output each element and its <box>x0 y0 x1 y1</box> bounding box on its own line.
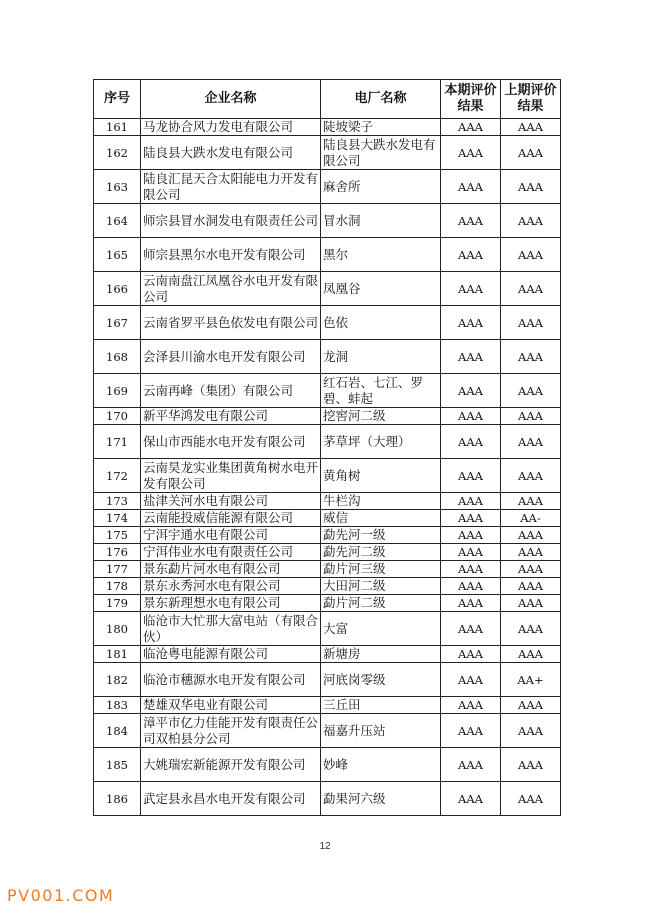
cell-no: 186 <box>94 782 141 816</box>
table-row <box>94 612 561 646</box>
cell-plant: 龙洞 <box>321 340 441 374</box>
cell-previous-result: AAA <box>501 646 561 663</box>
cell-plant: 勐先河一级 <box>321 527 441 544</box>
cell-plant: 大富 <box>321 612 441 646</box>
cell-previous-result: AAA <box>501 544 561 561</box>
cell-previous-result: AAA <box>501 527 561 544</box>
cell-plant: 大田河二级 <box>321 578 441 595</box>
cell-previous-result: AAA <box>501 238 561 272</box>
cell-previous-result: AAA <box>501 782 561 816</box>
cell-no: 179 <box>94 595 141 612</box>
cell-plant: 河底岗零级 <box>321 663 441 697</box>
cell-previous-result: AAA <box>501 748 561 782</box>
table-row <box>94 425 561 459</box>
cell-current-result: AAA <box>441 595 501 612</box>
cell-previous-result: AA+ <box>501 663 561 697</box>
cell-no: 174 <box>94 510 141 527</box>
cell-plant: 冒水洞 <box>321 204 441 238</box>
header-no: 序号 <box>94 80 141 119</box>
cell-previous-result: AAA <box>501 578 561 595</box>
cell-previous-result: AA- <box>501 510 561 527</box>
cell-previous-result: AAA <box>501 136 561 170</box>
table-row <box>94 663 561 697</box>
table-row <box>94 340 561 374</box>
header-current-result: 本期评价结果 <box>441 80 501 119</box>
cell-no: 165 <box>94 238 141 272</box>
cell-current-result: AAA <box>441 544 501 561</box>
cell-no: 163 <box>94 170 141 204</box>
table-row <box>94 408 561 425</box>
cell-current-result: AAA <box>441 272 501 306</box>
cell-enterprise: 大姚瑞宏新能源开发有限公司 <box>141 748 321 782</box>
cell-previous-result: AAA <box>501 272 561 306</box>
cell-no: 178 <box>94 578 141 595</box>
cell-enterprise: 会泽县川渝水电开发有限公司 <box>141 340 321 374</box>
cell-no: 185 <box>94 748 141 782</box>
cell-enterprise: 云南省罗平县色依发电有限公司 <box>141 306 321 340</box>
cell-previous-result: AAA <box>501 425 561 459</box>
table-row <box>94 136 561 170</box>
cell-plant: 陆良县大跌水发电有限公司 <box>321 136 441 170</box>
cell-enterprise: 宁洱宇通水电有限公司 <box>141 527 321 544</box>
cell-enterprise: 保山市西能水电开发有限公司 <box>141 425 321 459</box>
cell-no: 169 <box>94 374 141 408</box>
table-row <box>94 238 561 272</box>
cell-no: 177 <box>94 561 141 578</box>
cell-no: 164 <box>94 204 141 238</box>
rating-table <box>93 79 561 816</box>
page-number: 12 <box>319 841 331 852</box>
cell-no: 181 <box>94 646 141 663</box>
table-row <box>94 697 561 714</box>
table-row <box>94 119 561 136</box>
cell-no: 170 <box>94 408 141 425</box>
cell-no: 173 <box>94 493 141 510</box>
cell-current-result: AAA <box>441 425 501 459</box>
cell-plant: 勐果河六级 <box>321 782 441 816</box>
cell-enterprise: 马龙协合风力发电有限公司 <box>141 119 321 136</box>
table-row <box>94 306 561 340</box>
cell-current-result: AAA <box>441 374 501 408</box>
cell-enterprise: 盐津关河水电有限公司 <box>141 493 321 510</box>
cell-plant: 麻舍所 <box>321 170 441 204</box>
cell-plant: 陡坡梁子 <box>321 119 441 136</box>
cell-enterprise: 师宗县黑尔水电开发有限公司 <box>141 238 321 272</box>
cell-enterprise: 景东新理想水电有限公司 <box>141 595 321 612</box>
cell-plant: 挖窖河二级 <box>321 408 441 425</box>
cell-current-result: AAA <box>441 510 501 527</box>
cell-previous-result: AAA <box>501 119 561 136</box>
cell-enterprise: 宁洱伟业水电有限责任公司 <box>141 544 321 561</box>
cell-enterprise: 临沧市穗源水电开发有限公司 <box>141 663 321 697</box>
table-row <box>94 459 561 493</box>
cell-plant: 勐片河三级 <box>321 561 441 578</box>
cell-previous-result: AAA <box>501 714 561 748</box>
cell-plant: 牛栏沟 <box>321 493 441 510</box>
cell-enterprise: 师宗县冒水洞发电有限责任公司 <box>141 204 321 238</box>
cell-enterprise: 云南南盘江凤凰谷水电开发有限公司 <box>141 272 321 306</box>
cell-no: 162 <box>94 136 141 170</box>
cell-enterprise: 云南能投威信能源有限公司 <box>141 510 321 527</box>
cell-plant: 茅草坪（大理） <box>321 425 441 459</box>
table-row <box>94 272 561 306</box>
cell-no: 161 <box>94 119 141 136</box>
cell-enterprise: 漳平市亿力佳能开发有限责任公司双柏县分公司 <box>141 714 321 748</box>
cell-enterprise: 武定县永昌水电开发有限公司 <box>141 782 321 816</box>
cell-previous-result: AAA <box>501 340 561 374</box>
cell-no: 168 <box>94 340 141 374</box>
cell-previous-result: AAA <box>501 493 561 510</box>
cell-no: 176 <box>94 544 141 561</box>
cell-previous-result: AAA <box>501 561 561 578</box>
cell-plant: 凤凰谷 <box>321 272 441 306</box>
cell-enterprise: 临沧粤电能源有限公司 <box>141 646 321 663</box>
header-plant: 电厂名称 <box>321 80 441 119</box>
table-body <box>94 119 561 816</box>
table-row <box>94 561 561 578</box>
cell-current-result: AAA <box>441 646 501 663</box>
cell-no: 166 <box>94 272 141 306</box>
cell-current-result: AAA <box>441 119 501 136</box>
cell-enterprise: 景东勐片河水电有限公司 <box>141 561 321 578</box>
cell-previous-result: AAA <box>501 204 561 238</box>
cell-no: 182 <box>94 663 141 697</box>
table-row <box>94 782 561 816</box>
cell-plant: 勐片河二级 <box>321 595 441 612</box>
header-previous-result: 上期评价结果 <box>501 80 561 119</box>
cell-current-result: AAA <box>441 612 501 646</box>
cell-enterprise: 楚雄双华电业有限公司 <box>141 697 321 714</box>
watermark-text: PV001.COM <box>7 886 115 905</box>
cell-enterprise: 陆良汇昆天合太阳能电力开发有限公司 <box>141 170 321 204</box>
table-row <box>94 714 561 748</box>
table-row <box>94 510 561 527</box>
cell-current-result: AAA <box>441 170 501 204</box>
cell-plant: 色依 <box>321 306 441 340</box>
table-header-row <box>94 80 561 119</box>
cell-plant: 新塘房 <box>321 646 441 663</box>
cell-plant: 妙峰 <box>321 748 441 782</box>
cell-current-result: AAA <box>441 663 501 697</box>
header-enterprise: 企业名称 <box>141 80 321 119</box>
cell-no: 183 <box>94 697 141 714</box>
table-row <box>94 544 561 561</box>
cell-current-result: AAA <box>441 714 501 748</box>
cell-previous-result: AAA <box>501 170 561 204</box>
table-row <box>94 595 561 612</box>
cell-previous-result: AAA <box>501 697 561 714</box>
cell-current-result: AAA <box>441 527 501 544</box>
cell-enterprise: 云南昊龙实业集团黄角树水电开发有限公司 <box>141 459 321 493</box>
cell-current-result: AAA <box>441 748 501 782</box>
cell-current-result: AAA <box>441 136 501 170</box>
cell-plant: 威信 <box>321 510 441 527</box>
cell-current-result: AAA <box>441 459 501 493</box>
cell-previous-result: AAA <box>501 408 561 425</box>
cell-enterprise: 临沧市大忙那大富电站（有限合伙） <box>141 612 321 646</box>
cell-previous-result: AAA <box>501 459 561 493</box>
table-row <box>94 170 561 204</box>
cell-previous-result: AAA <box>501 374 561 408</box>
cell-no: 184 <box>94 714 141 748</box>
table-row <box>94 527 561 544</box>
cell-current-result: AAA <box>441 306 501 340</box>
cell-current-result: AAA <box>441 408 501 425</box>
cell-current-result: AAA <box>441 697 501 714</box>
cell-current-result: AAA <box>441 238 501 272</box>
cell-plant: 福嘉升压站 <box>321 714 441 748</box>
cell-current-result: AAA <box>441 204 501 238</box>
table-row <box>94 748 561 782</box>
table-row <box>94 646 561 663</box>
cell-current-result: AAA <box>441 340 501 374</box>
cell-no: 167 <box>94 306 141 340</box>
cell-previous-result: AAA <box>501 595 561 612</box>
table-row <box>94 374 561 408</box>
cell-plant: 红石岩、七江、罗碧、蚌起 <box>321 374 441 408</box>
cell-enterprise: 新平华鸿发电有限公司 <box>141 408 321 425</box>
cell-plant: 黄角树 <box>321 459 441 493</box>
cell-current-result: AAA <box>441 782 501 816</box>
cell-plant: 勐先河二级 <box>321 544 441 561</box>
cell-plant: 三丘田 <box>321 697 441 714</box>
cell-enterprise: 景东永秀河水电有限公司 <box>141 578 321 595</box>
cell-plant: 黑尔 <box>321 238 441 272</box>
cell-current-result: AAA <box>441 561 501 578</box>
cell-previous-result: AAA <box>501 306 561 340</box>
table-row <box>94 204 561 238</box>
cell-previous-result: AAA <box>501 612 561 646</box>
cell-current-result: AAA <box>441 578 501 595</box>
table-row <box>94 578 561 595</box>
cell-no: 171 <box>94 425 141 459</box>
cell-enterprise: 云南再峰（集团）有限公司 <box>141 374 321 408</box>
table-row <box>94 493 561 510</box>
cell-no: 175 <box>94 527 141 544</box>
cell-no: 180 <box>94 612 141 646</box>
cell-enterprise: 陆良县大跌水发电有限公司 <box>141 136 321 170</box>
cell-no: 172 <box>94 459 141 493</box>
cell-current-result: AAA <box>441 493 501 510</box>
